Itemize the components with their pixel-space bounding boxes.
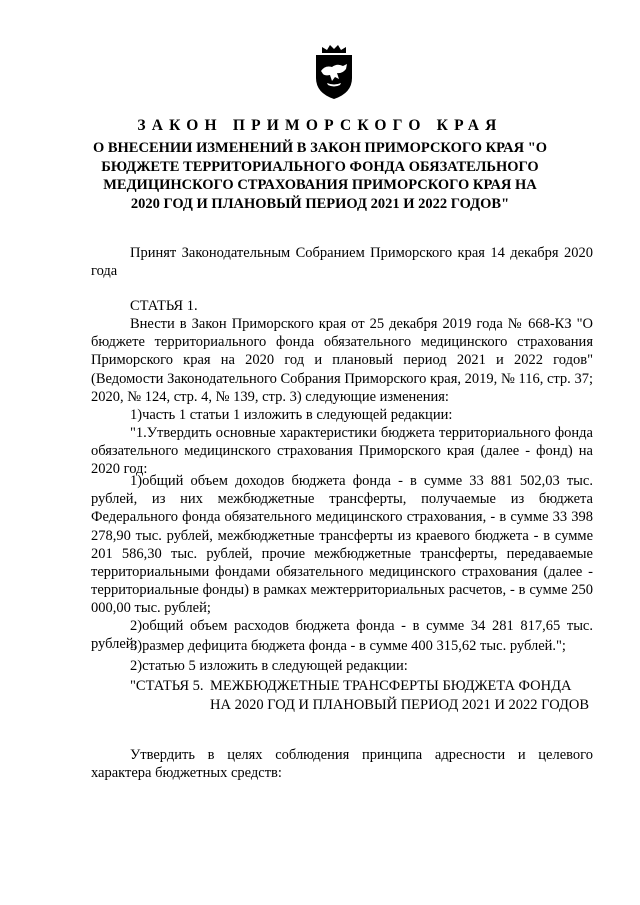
article-1-heading: СТАТЬЯ 1. [130,298,198,314]
sub-item-2-expenses: 2)общий объем расходов бюджета фонда - в сумме 34 281 817,65 тыс. рублей; [91,618,593,653]
amendment-item-2: 2)статью 5 изложить в следующей редакции: [130,658,408,674]
article-1-text: Внести в Закон Приморского края от 25 декабря 2019 года № 668-КЗ "О бюджете территориального фонда обязательного медицинского страхования Приморского края на 2020 год и плановый период 2021 и 2022 годов" (Ведомости Законодательного Собрания Приморского края, 2019, № 116, стр. 37; 2020, № 124, стр. 4, № 139, стр. 3) следующие изменения: [91,316,593,405]
article-5-number: "СТАТЬЯ 5. [130,678,204,694]
amendment-item-1: 1)часть 1 статьи 1 изложить в следующей редакции: [130,407,453,423]
final-paragraph: Утвердить в целях соблюдения принципа адресности и целевого характера бюджетных средств: [91,747,593,782]
article-5-title: МЕЖБЮДЖЕТНЫЕ ТРАНСФЕРТЫ БЮДЖЕТА ФОНДА НА 2020 ГОД И ПЛАНОВЫЙ ПЕРИОД 2021 И 2022 ГОДОВ [210,678,589,713]
law-heading: ЗАКОН ПРИМОРСКОГО КРАЯ [137,117,503,134]
primorsky-krai-coat-of-arms-icon [310,44,358,100]
sub-item-3-deficit: 3)размер дефицита бюджета фонда - в сумме 400 315,62 тыс. рублей."; [130,638,566,654]
adoption-statement: Принят Законодательным Собранием Приморского края 14 декабря 2020 года [91,245,593,280]
law-title: О ВНЕСЕНИИ ИЗМЕНЕНИЙ В ЗАКОН ПРИМОРСКОГО КРАЯ "О БЮДЖЕТЕ ТЕРРИТОРИАЛЬНОГО ФОНДА ОБЯЗАТЕЛЬНОГО МЕДИЦИНСКОГО СТРАХОВАНИЯ ПРИМОРСКОГО КРАЯ НА 2020 ГОД И ПЛАНОВЫЙ ПЕРИОД 2021 И 2022 ГОДОВ" [92,140,548,212]
sub-item-1-income: 1)общий объем доходов бюджета фонда - в сумме 33 881 502,03 тыс. рублей, из них межбюджетные трансферты, получаемые из бюджета Федерального фонда обязательного медицинского страхования, - в сумме 33 398 278,90 тыс. рублей, межбюджетные трансферты из краевого бюджета - в сумме 201 586,30 тыс. рублей, прочие межбюджетные трансферты, передаваемые территориальными фондами обязательного медицинского страхования (далее - территориальные фонды) в рамках межтерриториальных расчетов, - в сумме 250 000,00 тыс. рублей; [91,473,593,617]
amendment-item-1-intro: "1.Утвердить основные характеристики бюджета территориального фонда обязательного медицинского страхования Приморского края (далее - фонд) на 2020 год: [91,425,593,478]
